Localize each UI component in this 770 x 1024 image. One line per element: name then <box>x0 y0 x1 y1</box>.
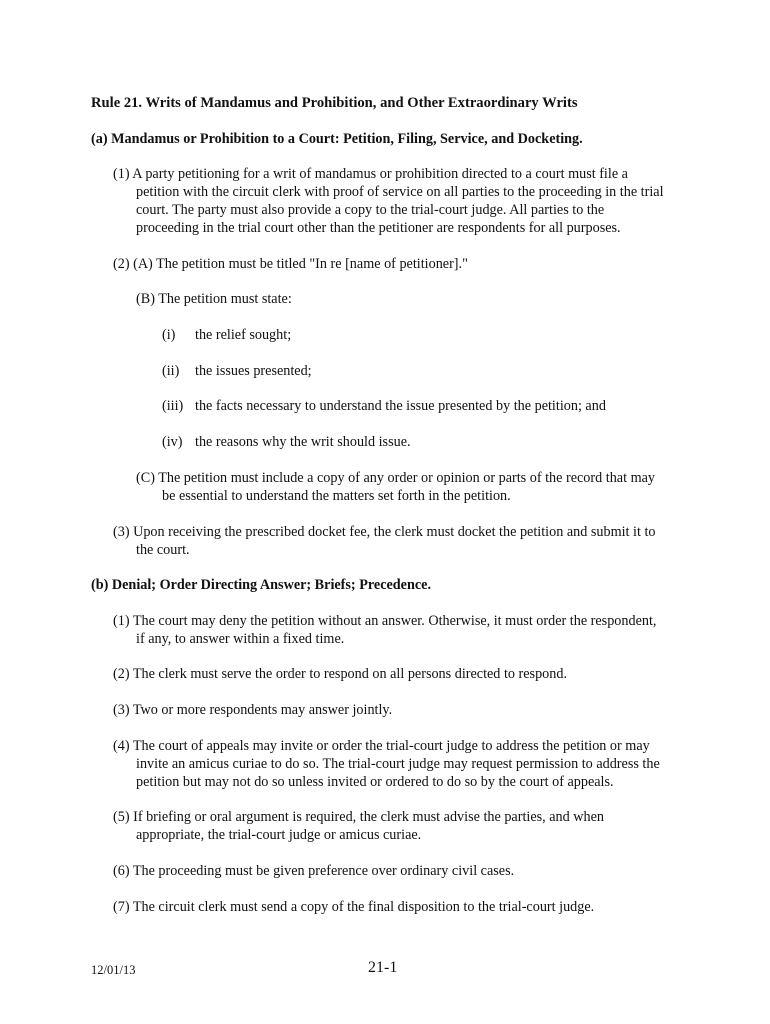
section-b-p2: (2) The clerk must serve the order to respond on all persons directed to respond. <box>113 666 567 682</box>
section-b-p3: (3) Two or more respondents may answer jointly. <box>113 702 393 718</box>
section-b-p6: (6) The proceeding must be given preference over ordinary civil cases. <box>113 863 515 879</box>
footer-date: 12/01/13 <box>91 963 136 977</box>
section-a-p2a: (2) (A) The petition must be titled "In re [name of petitioner]." <box>113 256 468 272</box>
section-a-heading: (a) Mandamus or Prohibition to a Court: Petition, Filing, Service, and Docketing. <box>91 131 583 147</box>
item-text: the relief sought; <box>195 327 292 343</box>
section-a-p1-line-1: (1) A party petitioning for a writ of mandamus or prohibition directed to a court must file a <box>113 166 628 182</box>
section-a-p1-line-2: petition with the circuit clerk with proof of service on all parties to the proceeding in the trial <box>136 184 664 200</box>
section-b-p5-line-2: appropriate, the trial-court judge or amicus curiae. <box>136 827 422 843</box>
item-text: the facts necessary to understand the issue presented by the petition; and <box>195 398 606 414</box>
section-a-p1-line-3: court. The party must also provide a copy to the trial-court judge. All parties to the <box>136 202 605 218</box>
rule-title: Rule 21. Writs of Mandamus and Prohibition, and Other Extraordinary Writs <box>91 95 578 111</box>
section-b-p7: (7) The circuit clerk must send a copy of the final disposition to the trial-court judge. <box>113 899 595 915</box>
item-text: the issues presented; <box>195 363 312 379</box>
section-b-p1-line-1: (1) The court may deny the petition without an answer. Otherwise, it must order the respondent, <box>113 613 657 629</box>
section-a-p3-line-2: the court. <box>136 542 190 558</box>
page-number: 21-1 <box>368 959 398 976</box>
section-b-p4-line-3: petition but may not do so unless invited or ordered to do so by the court of appeals. <box>136 774 614 790</box>
section-b-p4-line-2: invite an amicus curiae to do so. The trial-court judge may request permission to address the <box>136 756 660 772</box>
section-b-p4-line-1: (4) The court of appeals may invite or order the trial-court judge to address the petition or may <box>113 738 650 754</box>
section-a-p2b: (B) The petition must state: <box>136 291 292 307</box>
section-a-p3-line-1: (3) Upon receiving the prescribed docket fee, the clerk must docket the petition and submit it to <box>113 524 656 540</box>
item-label: (ii) <box>162 363 180 379</box>
section-a-p2c-line-1: (C) The petition must include a copy of any order or opinion or parts of the record that may <box>136 470 656 486</box>
section-b-heading: (b) Denial; Order Directing Answer; Briefs; Precedence. <box>91 577 432 593</box>
item-label: (iv) <box>162 434 183 450</box>
section-b-p5-line-1: (5) If briefing or oral argument is required, the clerk must advise the parties, and when <box>113 809 605 825</box>
item-label: (iii) <box>162 398 184 414</box>
item-text: the reasons why the writ should issue. <box>195 434 411 450</box>
section-a-p1-line-4: proceeding in the trial court other than the petitioner are respondents for all purposes. <box>136 220 621 236</box>
section-b-p1-line-2: if any, to answer within a fixed time. <box>136 631 345 647</box>
item-label: (i) <box>162 327 176 343</box>
section-a-p2c-line-2: be essential to understand the matters set forth in the petition. <box>162 488 511 504</box>
